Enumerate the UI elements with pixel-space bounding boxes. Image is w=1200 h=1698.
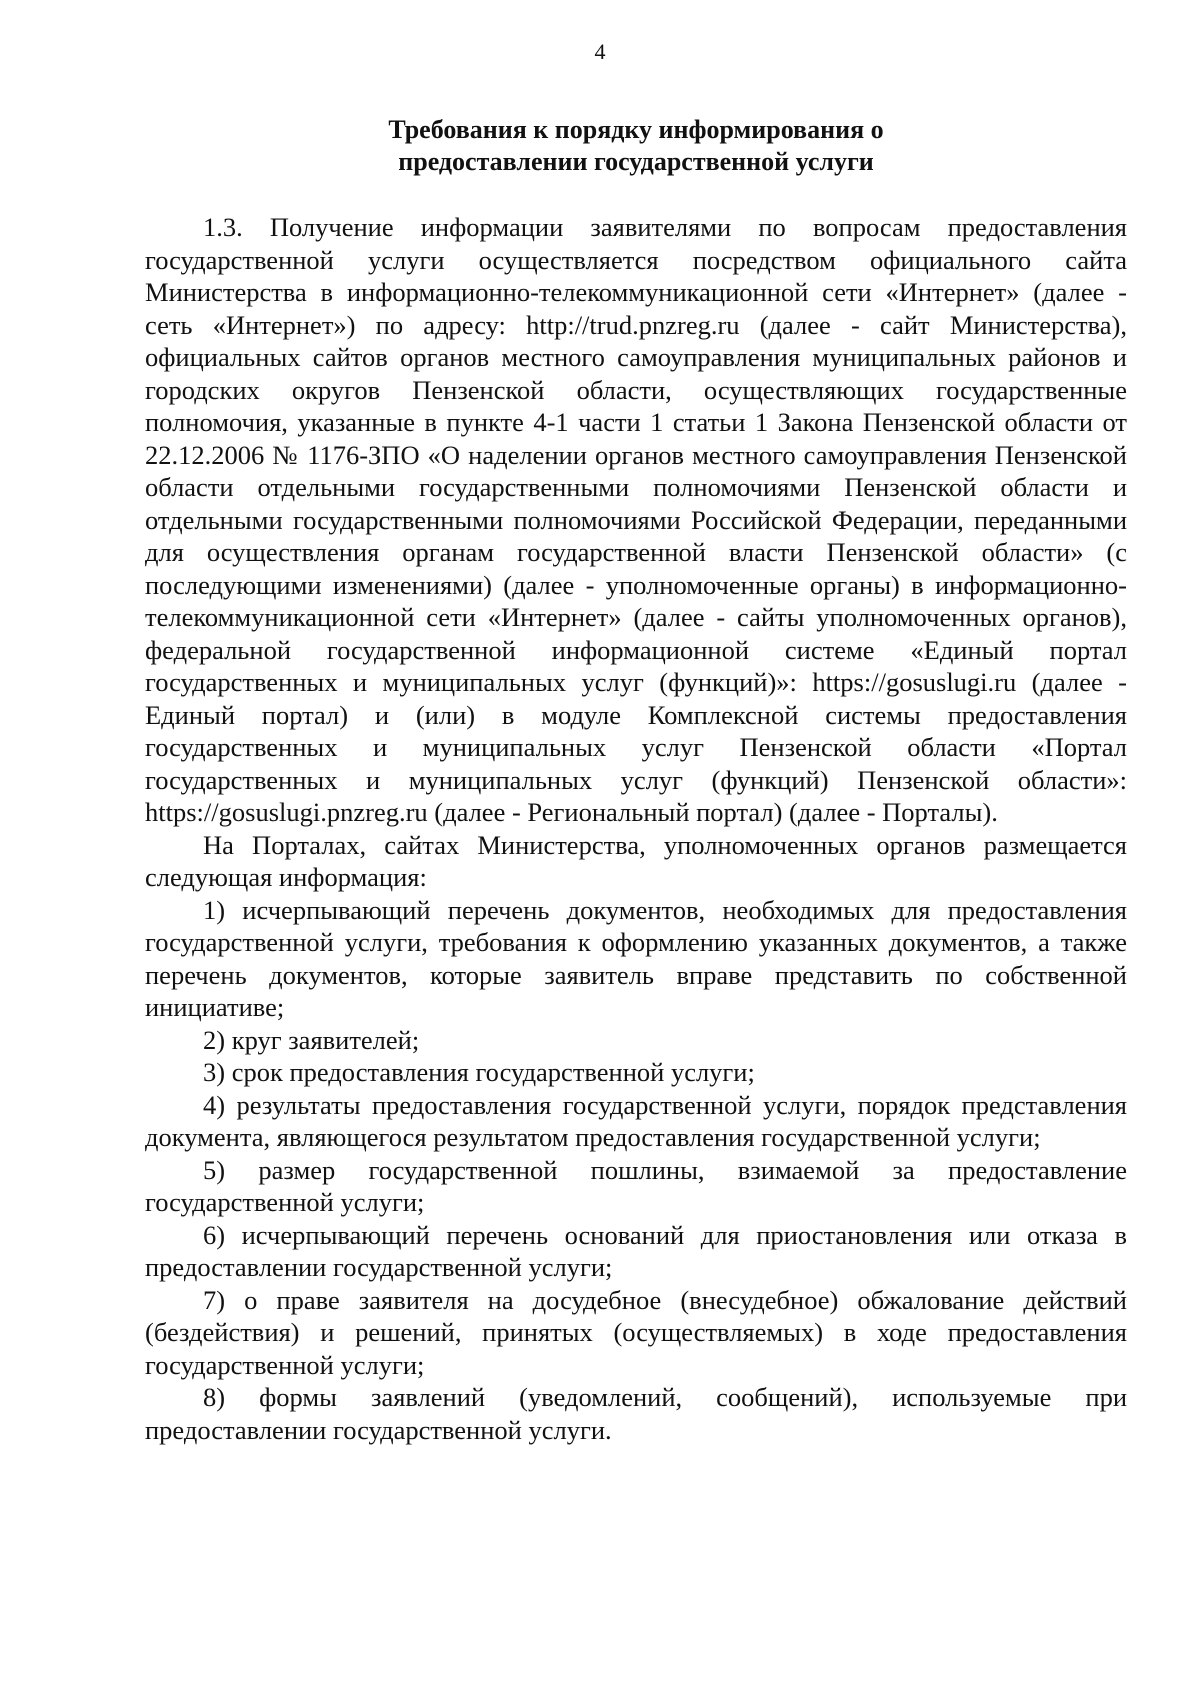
section-heading-line-2: предоставлении государственной услуги — [398, 147, 874, 176]
paragraph-1-3: 1.3. Получение информации заявителями по вопросам предоставления государственной услуги осуществляется посредством официального сайта Министерства в информационно-телекоммуникационной сети «Интернет» (далее - сеть «Интернет») по адресу: http://trud.pnzreg.ru (далее - сайт Министерства), официальных сайтов органов местного самоуправления муниципальных районов и городских округов Пензенской области, осуществляющих государственные полномочия, указанные в пункте 4-1 части 1 статьи 1 Закона Пензенской области от 22.12.2006 № 1176-ЗПО «О наделении органов местного самоуправления Пензенской области отдельными государственными полномочиями Пензенской области и отдельными государственными полномочиями Российской Федерации, переданными для осуществления органам государственной власти Пензенской области» (с последующими изменениями) (далее - уполномоченные органы) в информационно-телекоммуникационной сети «Интернет» (далее - сайты уполномоченных органов), федеральной государственной информационной системе «Единый портал государственных и муниципальных услуг (функций)»: https://gosuslugi.ru (далее - Единый портал) и (или) в модуле Комплексной системы предоставления государственных и муниципальных услуг Пензенской области «Портал государственных и муниципальных услуг (функций) Пензенской области»: https://gosuslugi.pnzreg.ru (далее - Региональный портал) (далее - Порталы). — [145, 212, 1127, 827]
list-item-6: 6) исчерпывающий перечень оснований для приостановления или отказа в предоставлении государственной услуги; — [145, 1219, 1127, 1282]
section-heading — [145, 114, 1127, 178]
list-item-3: 3) срок предоставления государственной услуги; — [203, 1057, 755, 1087]
document-body — [145, 211, 1127, 1446]
list-item-2: 2) круг заявителей; — [203, 1024, 420, 1055]
list-item-5: 5) размер государственной пошлины, взимаемой за предоставление государственной услуги; — [145, 1154, 1127, 1217]
list-item-1: 1) исчерпывающий перечень документов, необходимых для предоставления государственной услуги, требования к оформлению указанных документов, а также перечень документов, которые заявитель вправе представить по собственной инициативе; — [145, 894, 1127, 1022]
page-number: 4 — [594, 39, 606, 64]
paragraph-info-intro: На Порталах, сайтах Министерства, уполномоченных органов размещается следующая информация: — [145, 829, 1127, 892]
list-item-4: 4) результаты предоставления государственной услуги, порядок представления документа, являющегося результатом предоставления государственной услуги; — [145, 1089, 1127, 1152]
list-item-8: 8) формы заявлений (уведомлений, сообщений), используемые при предоставлении государственной услуги. — [145, 1382, 1127, 1445]
list-item-7: 7) о праве заявителя на досудебное (внесудебное) обжалование действий (бездействия) и решений, принятых (осуществляемых) в ходе предоставления государственной услуги; — [145, 1284, 1127, 1380]
section-heading-line-1: Требования к порядку информирования о — [388, 115, 884, 144]
